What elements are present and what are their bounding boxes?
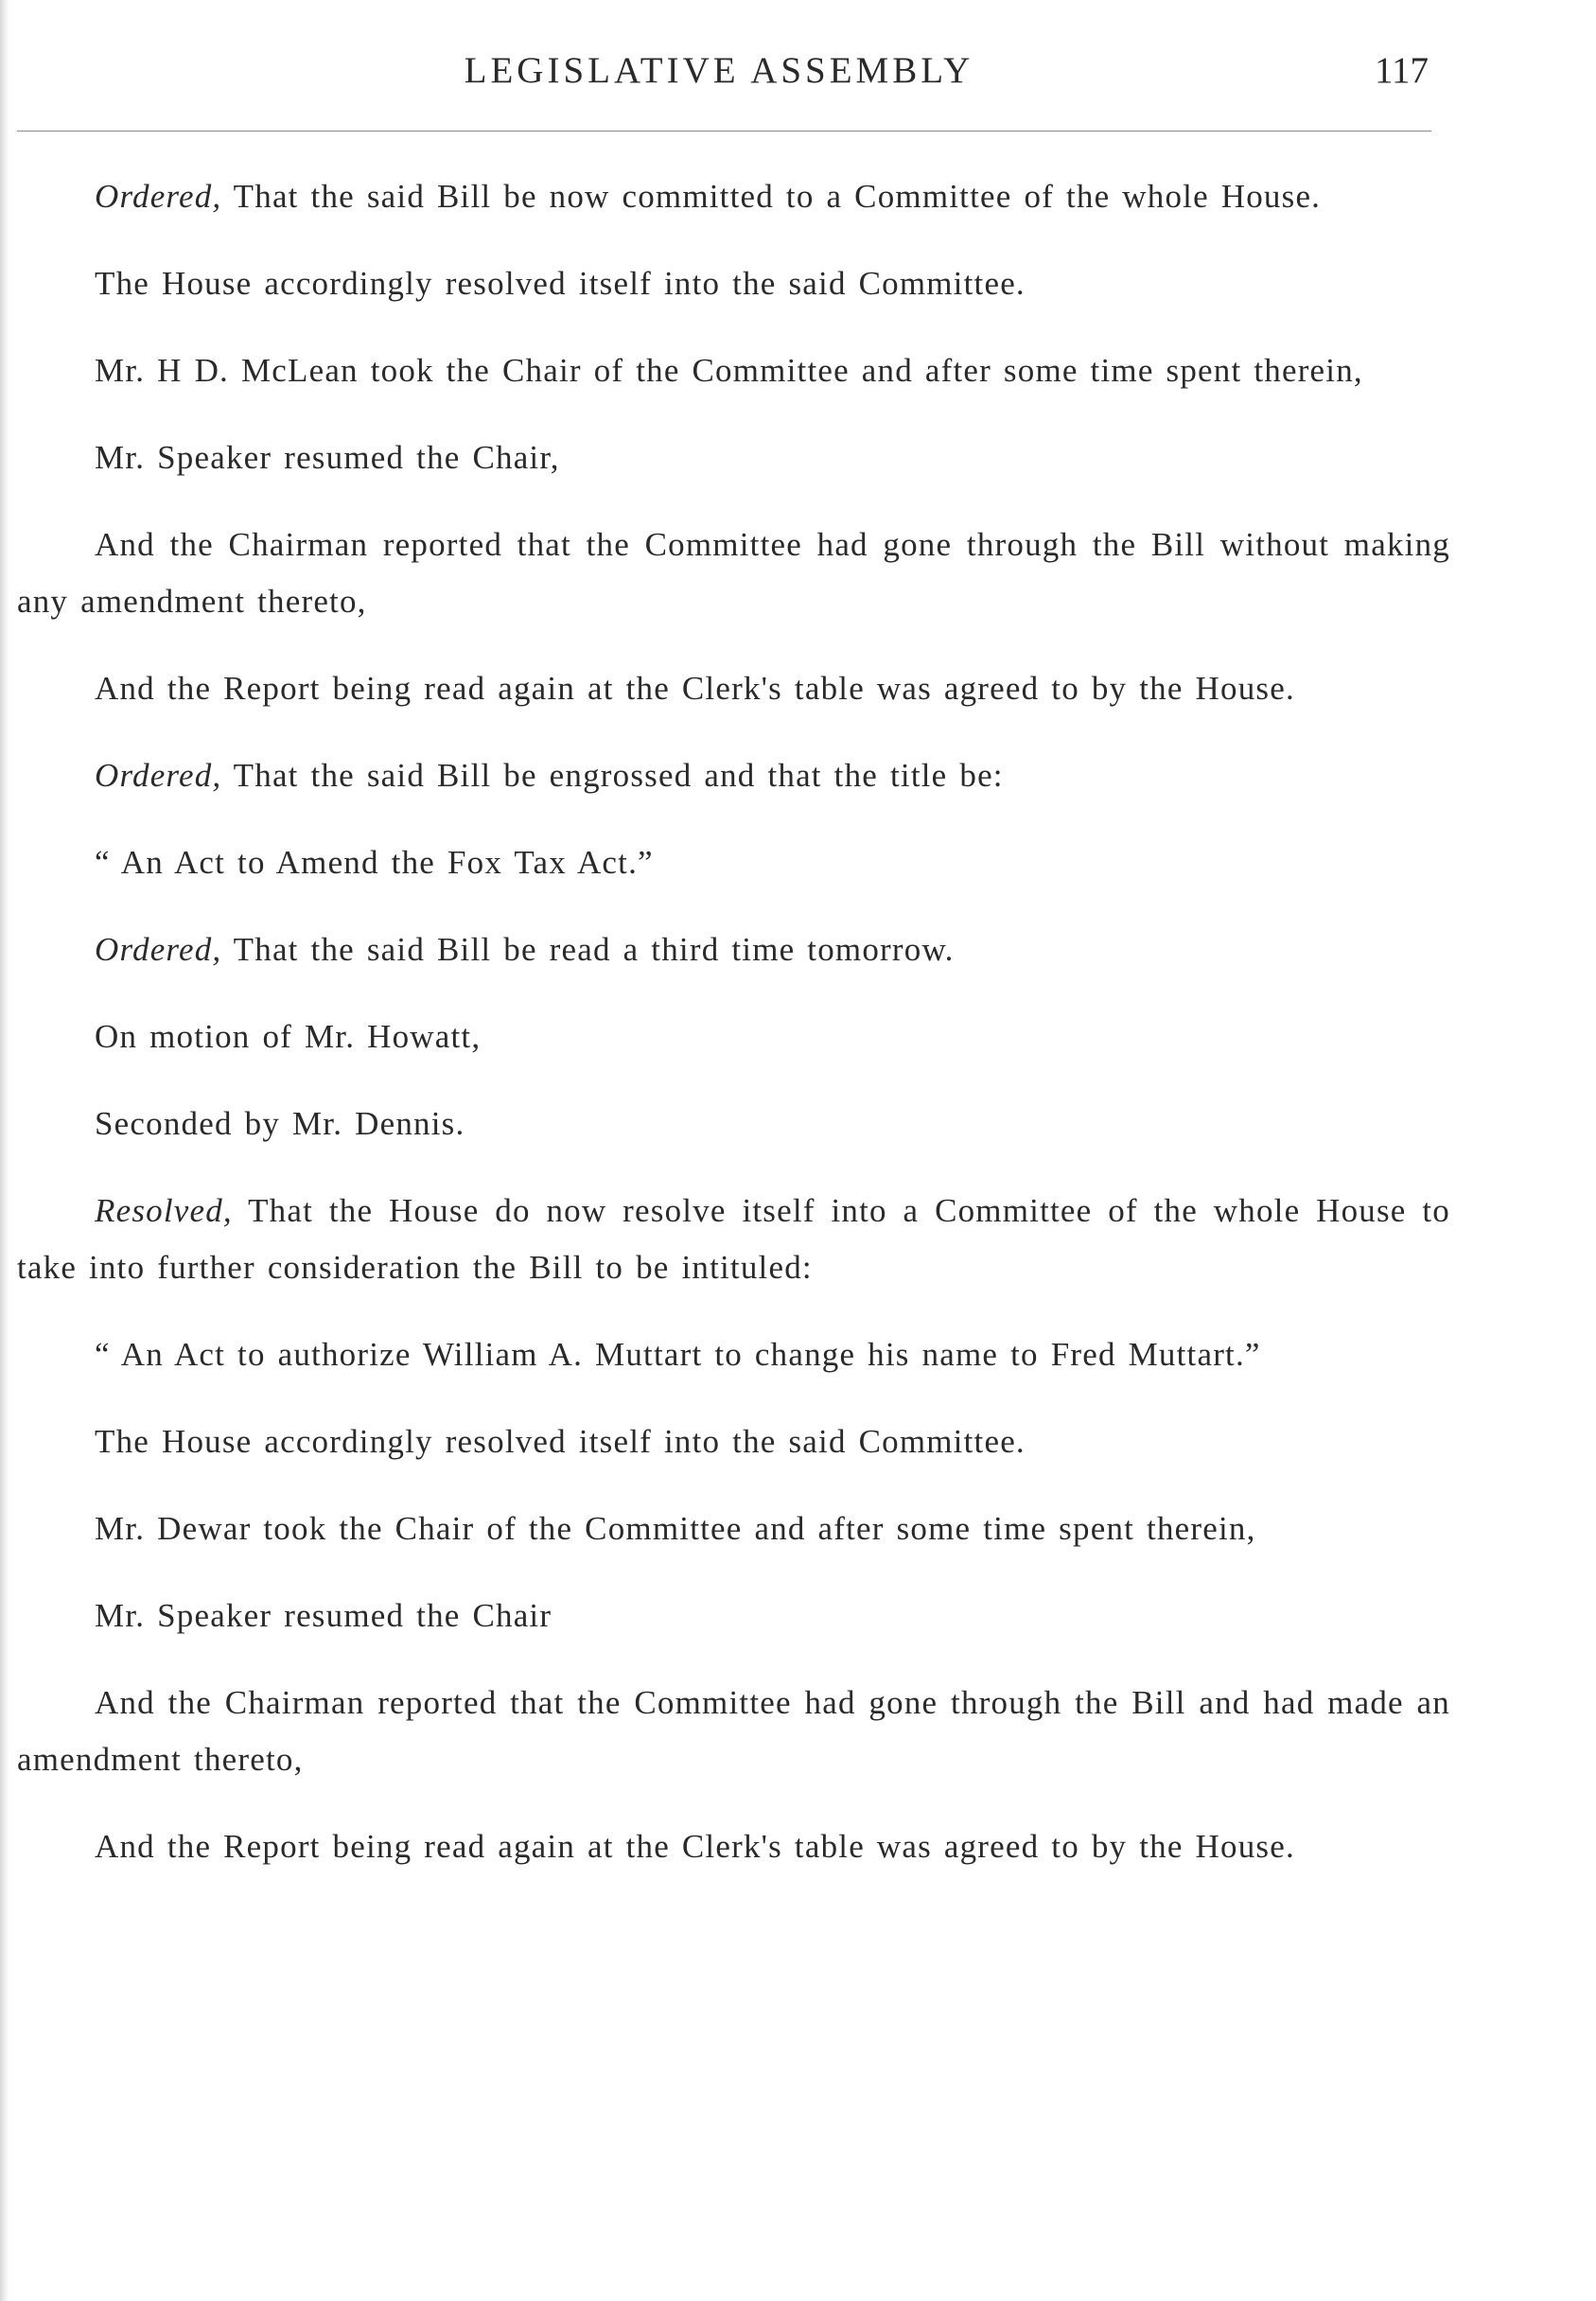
paragraph-text: “ An Act to authorize William A. Muttart to change his name to Fred Muttart.”	[95, 1336, 1261, 1373]
paragraph-text: Seconded by Mr. Dennis.	[95, 1105, 465, 1142]
paragraph-text: The House accordingly resolved itself into the said Committee.	[95, 265, 1026, 302]
header-rule	[17, 131, 1431, 132]
paragraph-lead: Ordered,	[95, 757, 222, 794]
paragraph-text: “ An Act to Amend the Fox Tax Act.”	[95, 844, 654, 881]
paragraph	[17, 1096, 1450, 1152]
paragraph-text: And the Report being read again at the Clerk's table was agreed to by the House.	[95, 1828, 1295, 1865]
paragraph-lead: Ordered,	[95, 178, 222, 215]
paragraph-text: That the said Bill be now committed to a Committee of the whole House.	[221, 178, 1322, 215]
paragraph	[17, 1009, 1450, 1065]
paragraph	[17, 1675, 1450, 1788]
paragraph	[17, 430, 1450, 486]
paragraph	[17, 168, 1450, 225]
page-number: 117	[1374, 50, 1429, 91]
paragraph-text: And the Chairman reported that the Committee had gone through the Bill without making any amendment thereto,	[17, 526, 1450, 620]
paragraph-text: Mr. Speaker resumed the Chair	[95, 1597, 552, 1634]
paragraph	[17, 1414, 1450, 1470]
paragraph-text: That the said Bill be read a third time tomorrow.	[221, 931, 955, 968]
bill-title-quote	[17, 1326, 1450, 1383]
paragraph-text: And the Report being read again at the Clerk's table was agreed to by the House.	[95, 670, 1295, 707]
paragraph-text: Mr. Speaker resumed the Chair,	[95, 439, 560, 476]
paragraph-lead: Ordered,	[95, 931, 222, 968]
paragraph	[17, 1183, 1450, 1296]
paragraph-text: And the Chairman reported that the Committee had gone through the Bill and had made an amendment thereto,	[17, 1684, 1450, 1778]
paragraph	[17, 660, 1450, 717]
paragraph	[17, 747, 1450, 804]
document-body	[17, 168, 1450, 1906]
paragraph-text: That the House do now resolve itself into a Committee of the whole House to take into further consideration the Bill to be intituled:	[17, 1192, 1450, 1286]
paragraph-text: On motion of Mr. Howatt,	[95, 1018, 482, 1055]
paragraph	[17, 343, 1450, 399]
paragraph	[17, 1588, 1450, 1644]
paragraph	[17, 255, 1450, 312]
paragraph	[17, 1501, 1450, 1557]
bill-title-quote	[17, 834, 1450, 891]
paragraph-text: The House accordingly resolved itself into the said Committee.	[95, 1423, 1026, 1460]
paragraph-text: Mr. H D. McLean took the Chair of the Committee and after some time spent therein,	[95, 352, 1363, 389]
paragraph	[17, 1818, 1450, 1875]
paragraph-text: That the said Bill be engrossed and that the title be:	[221, 757, 1004, 794]
paragraph	[17, 922, 1450, 978]
running-title: LEGISLATIVE ASSEMBLY	[464, 50, 974, 91]
page-edge-shadow	[0, 0, 9, 2301]
paragraph	[17, 517, 1450, 630]
paragraph-lead: Resolved,	[95, 1192, 233, 1229]
paragraph-text: Mr. Dewar took the Chair of the Committee and after some time spent therein,	[95, 1510, 1256, 1547]
page-header	[0, 49, 1596, 106]
